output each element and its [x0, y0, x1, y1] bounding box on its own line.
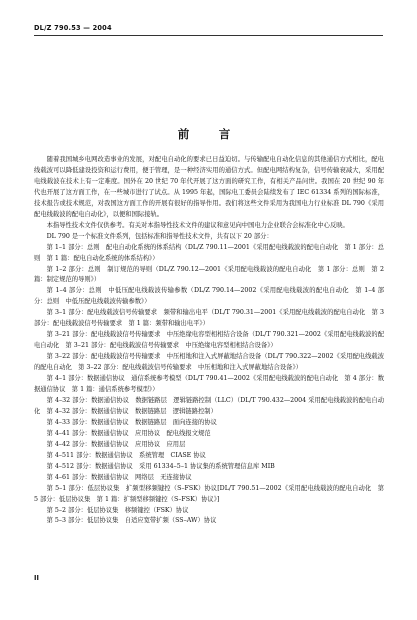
part-item: 第 1–1 部分：总则 配电自动化系统的体系结构（DL/Z 790.11—2001《采用配电线载波的配电自动化 第 1 部分：总则 第 1 篇：配电自动化系统的体系结构》）: [34, 243, 384, 262]
header-rule: [34, 35, 383, 36]
part-item: 第 4–512 部分：数据通信协议 采用 61334–5–1 协议集的系统管理信息库 MIB: [46, 462, 275, 470]
section-title: 前 言: [177, 127, 240, 141]
part-item: 第 4–41 部分：数据通信协议 应用协议 配电线报文规范: [46, 429, 211, 437]
body-text: [34, 155, 384, 527]
part-item: 第 4–1 部分：数据通信协议 通信系统参考模型（DL/T 790.41—2002《采用配电线载波的配电自动化 第 4 部分：数据通信协议 第 1 篇：通信系统参考模型》）: [34, 375, 384, 394]
part-item: 第 5–2 部分：低层协议集 移频键控（FSK）协议: [46, 506, 189, 514]
part-item: 第 4–511 部分：数据通信协议 系统管理 CIASE 协议: [46, 451, 206, 459]
part-item: 第 4–32 部分：数据通信协议 数据链路层 逻辑链路控制（LLC）（DL/T 790.432—2004 采用配电线载波的配电自动化 第 4–32 部分：数据通信协议 数据链路层 逻辑链路控制）: [34, 396, 384, 415]
part-item: 第 4–61 部分：数据通信协议 网络层 无连接协议: [46, 473, 192, 481]
part-item: 第 3–21 部分：配电线载波信号传输要求 中压绝缘电容型相相结合设备（DL/T 790.321—2002《采用配电线载波的配电自动化 第 3–21 部分：配电线载波信号传输要求 中压绝缘电容型相相结合设备》）: [34, 331, 384, 350]
document-code: DL/Z 790.53 — 2004: [34, 24, 112, 32]
paragraph-note: 本指导性技术文件仅供参考。有关对本指导性技术文件的建议和意见向中国电力企业联合会标准化中心反映。: [46, 221, 349, 229]
part-item: 第 4–33 部分：数据通信协议 数据链路层 面向连接的协议: [46, 418, 217, 426]
part-item: 第 3–1 部分：配电线载波信号传输要求 频带和输出电平（DL/T 790.31—2001《采用配电线载波的配电自动化 第 3 部分：配电线载波信号传输要求 第 1 篇：频带和输出电平》）: [34, 309, 384, 328]
paragraph-series: DL 790 是一个标准文件系列，包括标准和指导性技术文件，共有以下 20 部分：: [46, 232, 273, 240]
part-item: 第 5–1 部分：低层协议集 扩频型移频键控（S–FSK）协议[DL/T 790.51—2002《采用配电线载波的配电自动化 第 5 部分：低层协议集 第 1 篇：扩频型移频键控（S–FSK）协议》]: [34, 484, 384, 503]
part-item: 第 4–42 部分：数据通信协议 应用协议 应用层: [46, 440, 186, 448]
part-item: 第 1–2 部分：总则 制订规范的导则（DL/Z 790.12—2001《采用配电线载波的配电自动化 第 1 部分：总则 第 2 篇：制定规范的导则》）: [34, 265, 384, 284]
paragraph-intro: 随着我国城乡电网改造事业的发展，对配电自动化的要求已日益迫切。与传输配电自动化信息的其他通信方式相比，配电线载波可以降低建设投资和运行费用，便于管理，是一种经济实用的通信方式。但配电网结构复杂，信号传输衰减大，采用配电线载波在技术上有一定难度。国外在 20 世纪 70 年代开展了这方面的研究工作，有相关产品问世。我国在 20 世纪 90 年代也开展了这方面工作，在一些城市进行了试点。从 1995 年起，国际电工委员会陆续发布了 IEC 61334 系列的国际标准，技术报告或技术规范，对我国这方面工作的开展有很好的指导作用。我们将这些文件采用为我国电力行业标准 DL 790《采用配电线载波的配电自动化》，以便和国际接轨。: [34, 156, 384, 218]
page-number: II: [34, 574, 39, 582]
part-item: 第 3–22 部分：配电线载波信号传输要求 中压相地和注入式屏蔽地结合设备（DL/T 790.322—2002《采用配电线载波的配电自动化 第 3–22 部分：配电线载波信号传输要求 中压相地和注入式屏蔽地结合设备》）: [34, 353, 384, 372]
part-item: 第 5–3 部分：低层协议集 自适应宽带扩频（SS–AW）协议: [46, 517, 217, 525]
part-item: 第 1–4 部分：总则 中低压配电线载波传输参数（DL/Z 790.14—2002《采用配电线载波的配电自动化 第 1–4 部分：总则 中低压配电线载波传输参数》）: [34, 287, 384, 306]
